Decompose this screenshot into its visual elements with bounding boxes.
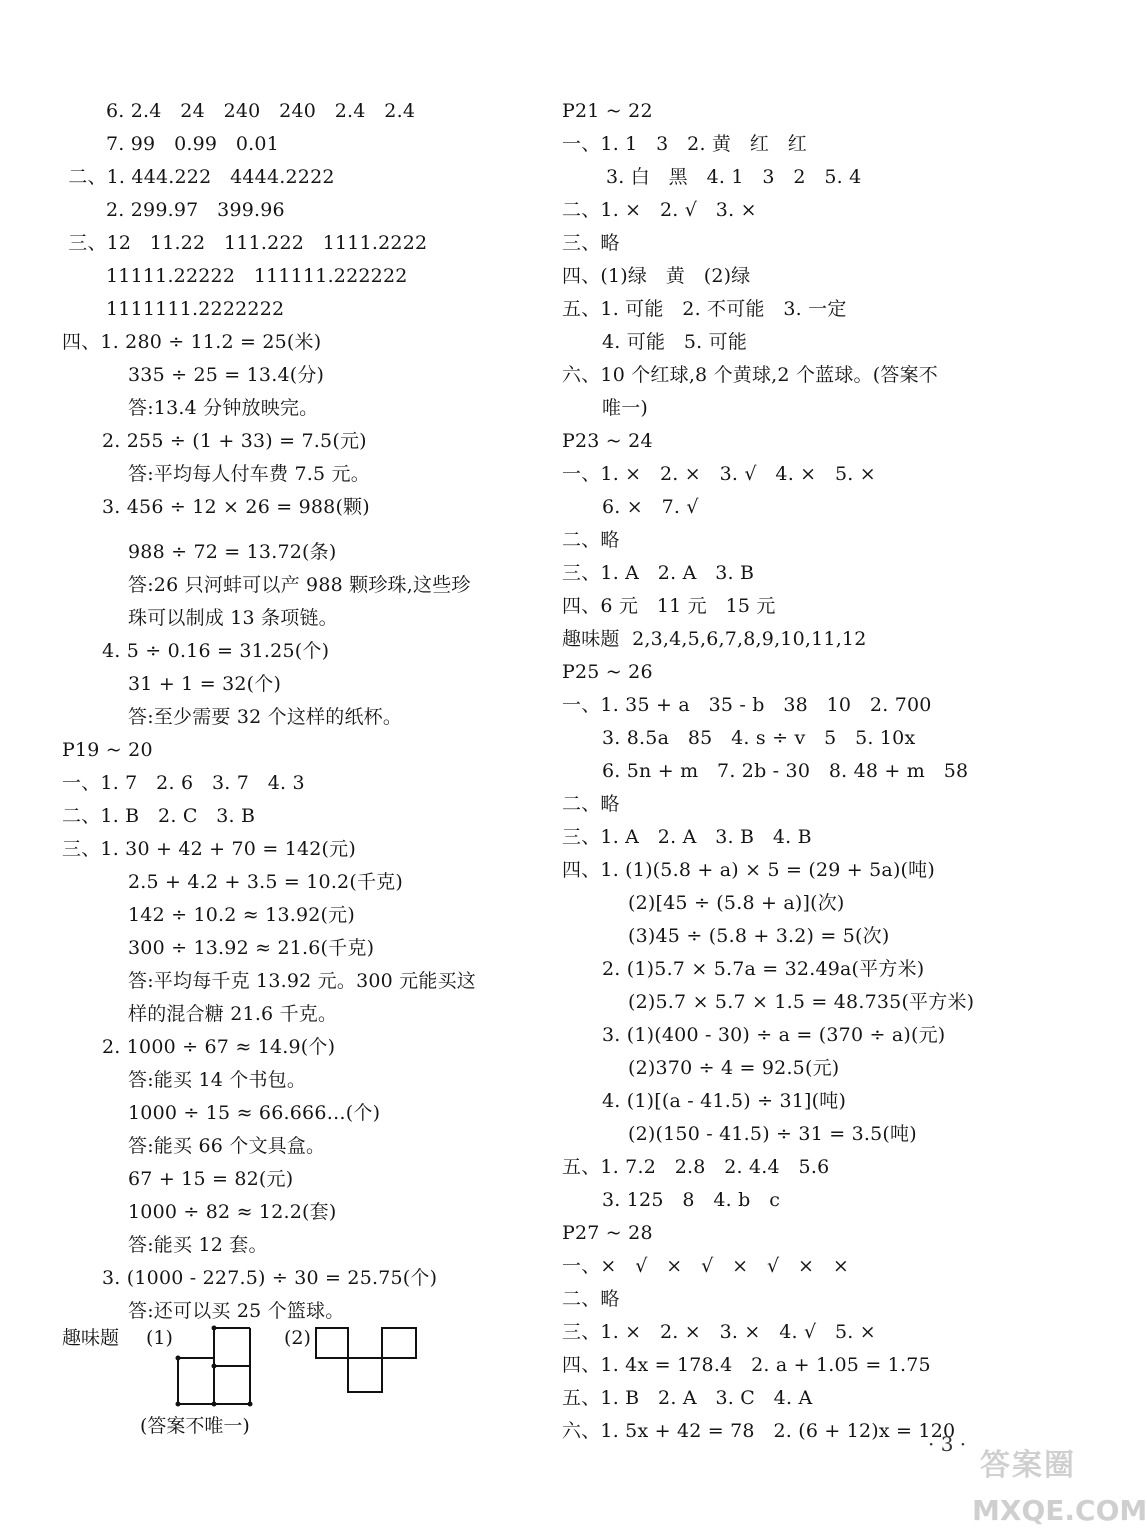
answer-line: 五、1. 可能 2. 不可能 3. 一定 bbox=[562, 298, 847, 320]
answer-line: 四、1. (1)(5.8 + a) × 5 = (29 + 5a)(吨) bbox=[562, 859, 935, 881]
answer-line: (2)[45 ÷ (5.8 + a)](次) bbox=[628, 892, 845, 914]
answer-line: 二、1. × 2. √ 3. × bbox=[562, 199, 757, 221]
answer-line: 答:13.4 分钟放映完。 bbox=[128, 397, 319, 419]
answer-line: 三、1. A 2. A 3. B 4. B bbox=[562, 826, 812, 848]
answer-line: 3. 456 ÷ 12 × 26 = 988(颗) bbox=[102, 496, 370, 518]
answer-line: (2)370 ÷ 4 = 92.5(元) bbox=[628, 1057, 840, 1079]
answer-line: 2. 255 ÷ (1 + 33) = 7.5(元) bbox=[102, 430, 367, 452]
answer-line: 一、1. × 2. × 3. √ 4. × 5. × bbox=[562, 463, 876, 485]
answer-line: P25 ~ 26 bbox=[562, 661, 653, 683]
answer-line: 二、略 bbox=[562, 529, 620, 551]
answer-line: 三、12 11.22 111.222 1111.2222 bbox=[62, 232, 428, 254]
answer-line: 7. 99 0.99 0.01 bbox=[106, 133, 279, 155]
right-column bbox=[562, 95, 1032, 1448]
answer-line: 趣味题 2,3,4,5,6,7,8,9,10,11,12 bbox=[562, 628, 867, 650]
answer-line: 三、1. 30 + 42 + 70 = 142(元) bbox=[62, 838, 356, 860]
left-column bbox=[62, 95, 532, 1328]
answer-line: 样的混合糖 21.6 千克。 bbox=[128, 1003, 338, 1025]
answer-line: 2. 1000 ÷ 67 ≈ 14.9(个) bbox=[102, 1036, 336, 1058]
watermark-logo: 答案圈 bbox=[980, 1448, 1076, 1483]
puzzle-note: (答案不唯一) bbox=[140, 1415, 250, 1437]
answer-line: 300 ÷ 13.92 ≈ 21.6(千克) bbox=[128, 937, 375, 959]
line-spacer bbox=[62, 524, 532, 536]
answer-line: 答:平均每人付车费 7.5 元。 bbox=[128, 463, 370, 485]
answer-line: 4. 可能 5. 可能 bbox=[602, 331, 748, 353]
answer-line: 1000 ÷ 15 ≈ 66.666…(个) bbox=[128, 1102, 381, 1124]
answer-line: 一、1. 1 3 2. 黄 红 红 bbox=[562, 133, 807, 155]
answer-line: 答:26 只河蚌可以产 988 颗珍珠,这些珍 bbox=[128, 574, 471, 596]
puzzle-label: 趣味题 bbox=[62, 1327, 120, 1349]
answer-line: 3. 白 黑 4. 1 3 2 5. 4 bbox=[606, 166, 862, 188]
answer-line: 答:能买 66 个文具盒。 bbox=[128, 1135, 326, 1157]
answer-line: 六、10 个红球,8 个黄球,2 个蓝球。(答案不 bbox=[562, 364, 938, 386]
answer-line: 六、1. 5x + 42 = 78 2. (6 + 12)x = 120 bbox=[562, 1420, 956, 1442]
answer-line: 1000 ÷ 82 ≈ 12.2(套) bbox=[128, 1201, 337, 1223]
answer-line: 3. (1000 - 227.5) ÷ 30 = 25.75(个) bbox=[102, 1267, 438, 1289]
puzzle-figure-1 bbox=[174, 1324, 256, 1410]
answer-line: 4. 5 ÷ 0.16 = 31.25(个) bbox=[102, 640, 330, 662]
answer-line: 三、略 bbox=[562, 232, 620, 254]
answer-line: 二、1. 444.222 4444.2222 bbox=[62, 166, 335, 188]
answer-line: 答:还可以买 25 个篮球。 bbox=[128, 1300, 345, 1322]
answer-line: 6. 2.4 24 240 240 2.4 2.4 bbox=[106, 100, 416, 122]
answer-line: 二、略 bbox=[562, 793, 620, 815]
watermark-url: MXQE.COM bbox=[972, 1494, 1147, 1527]
answer-line: (3)45 ÷ (5.8 + 3.2) = 5(次) bbox=[628, 925, 890, 947]
answer-line: 三、1. A 2. A 3. B bbox=[562, 562, 755, 584]
answer-line: 988 ÷ 72 = 13.72(条) bbox=[128, 541, 337, 563]
answer-line: 四、1. 280 ÷ 11.2 = 25(米) bbox=[62, 331, 322, 353]
answer-line: 3. 8.5a 85 4. s ÷ v 5 5. 10x bbox=[602, 727, 916, 749]
answer-line: 四、1. 4x = 178.4 2. a + 1.05 = 1.75 bbox=[562, 1354, 931, 1376]
puzzle-part-2-label: (2) bbox=[284, 1327, 311, 1349]
answer-line: 335 ÷ 25 = 13.4(分) bbox=[128, 364, 325, 386]
puzzle-figure-2 bbox=[312, 1324, 422, 1396]
answer-line: P27 ~ 28 bbox=[562, 1222, 653, 1244]
answer-line: 四、6 元 11 元 15 元 bbox=[562, 595, 776, 617]
answer-line: 五、1. B 2. A 3. C 4. A bbox=[562, 1387, 813, 1409]
answer-line: 答:能买 12 套。 bbox=[128, 1234, 268, 1256]
answer-line: (2)5.7 × 5.7 × 1.5 = 48.735(平方米) bbox=[628, 991, 975, 1013]
answer-line: 11111.22222 111111.222222 bbox=[106, 265, 408, 287]
answer-line: 答:平均每千克 13.92 元。300 元能买这 bbox=[128, 970, 476, 992]
page-number: · 3 · bbox=[928, 1432, 967, 1456]
answer-line: P19 ~ 20 bbox=[62, 739, 153, 761]
answer-line: 一、1. 7 2. 6 3. 7 4. 3 bbox=[62, 772, 305, 794]
answer-line: 二、略 bbox=[562, 1288, 620, 1310]
puzzle-section bbox=[62, 1322, 532, 1442]
answer-line: 4. (1)[(a - 41.5) ÷ 31](吨) bbox=[602, 1090, 847, 1112]
answer-line: 唯一) bbox=[602, 397, 649, 419]
answer-line: 珠可以制成 13 条项链。 bbox=[128, 607, 338, 629]
answer-line: 一、× √ × √ × √ × × bbox=[562, 1255, 849, 1277]
answer-line: 67 + 15 = 82(元) bbox=[128, 1168, 294, 1190]
answer-line: 答:至少需要 32 个这样的纸杯。 bbox=[128, 706, 403, 728]
answer-line: 三、1. × 2. × 3. × 4. √ 5. × bbox=[562, 1321, 876, 1343]
answer-line: (2)(150 - 41.5) ÷ 31 = 3.5(吨) bbox=[628, 1123, 917, 1145]
answer-line: 3. (1)(400 - 30) ÷ a = (370 ÷ a)(元) bbox=[602, 1024, 946, 1046]
answer-line: 6. 5n + m 7. 2b - 30 8. 48 + m 58 bbox=[602, 760, 969, 782]
answer-line: 2. (1)5.7 × 5.7a = 32.49a(平方米) bbox=[602, 958, 925, 980]
answer-line: 1111111.2222222 bbox=[106, 298, 285, 320]
answer-line: 6. × 7. √ bbox=[602, 496, 699, 518]
answer-line: 五、1. 7.2 2.8 2. 4.4 5.6 bbox=[562, 1156, 830, 1178]
answer-line: 2.5 + 4.2 + 3.5 = 10.2(千克) bbox=[128, 871, 403, 893]
answer-line: 四、(1)绿 黄 (2)绿 bbox=[562, 265, 751, 287]
answer-line: P23 ~ 24 bbox=[562, 430, 653, 452]
answer-line: 3. 125 8 4. b c bbox=[602, 1189, 781, 1211]
answer-line: 2. 299.97 399.96 bbox=[106, 199, 285, 221]
answer-line: 一、1. 35 + a 35 - b 38 10 2. 700 bbox=[562, 694, 932, 716]
answer-line: 二、1. B 2. C 3. B bbox=[62, 805, 256, 827]
answer-line: P21 ~ 22 bbox=[562, 100, 653, 122]
puzzle-part-1-label: (1) bbox=[146, 1327, 173, 1349]
answer-line: 142 ÷ 10.2 ≈ 13.92(元) bbox=[128, 904, 355, 926]
answer-line: 31 + 1 = 32(个) bbox=[128, 673, 282, 695]
answer-line: 答:能买 14 个书包。 bbox=[128, 1069, 307, 1091]
